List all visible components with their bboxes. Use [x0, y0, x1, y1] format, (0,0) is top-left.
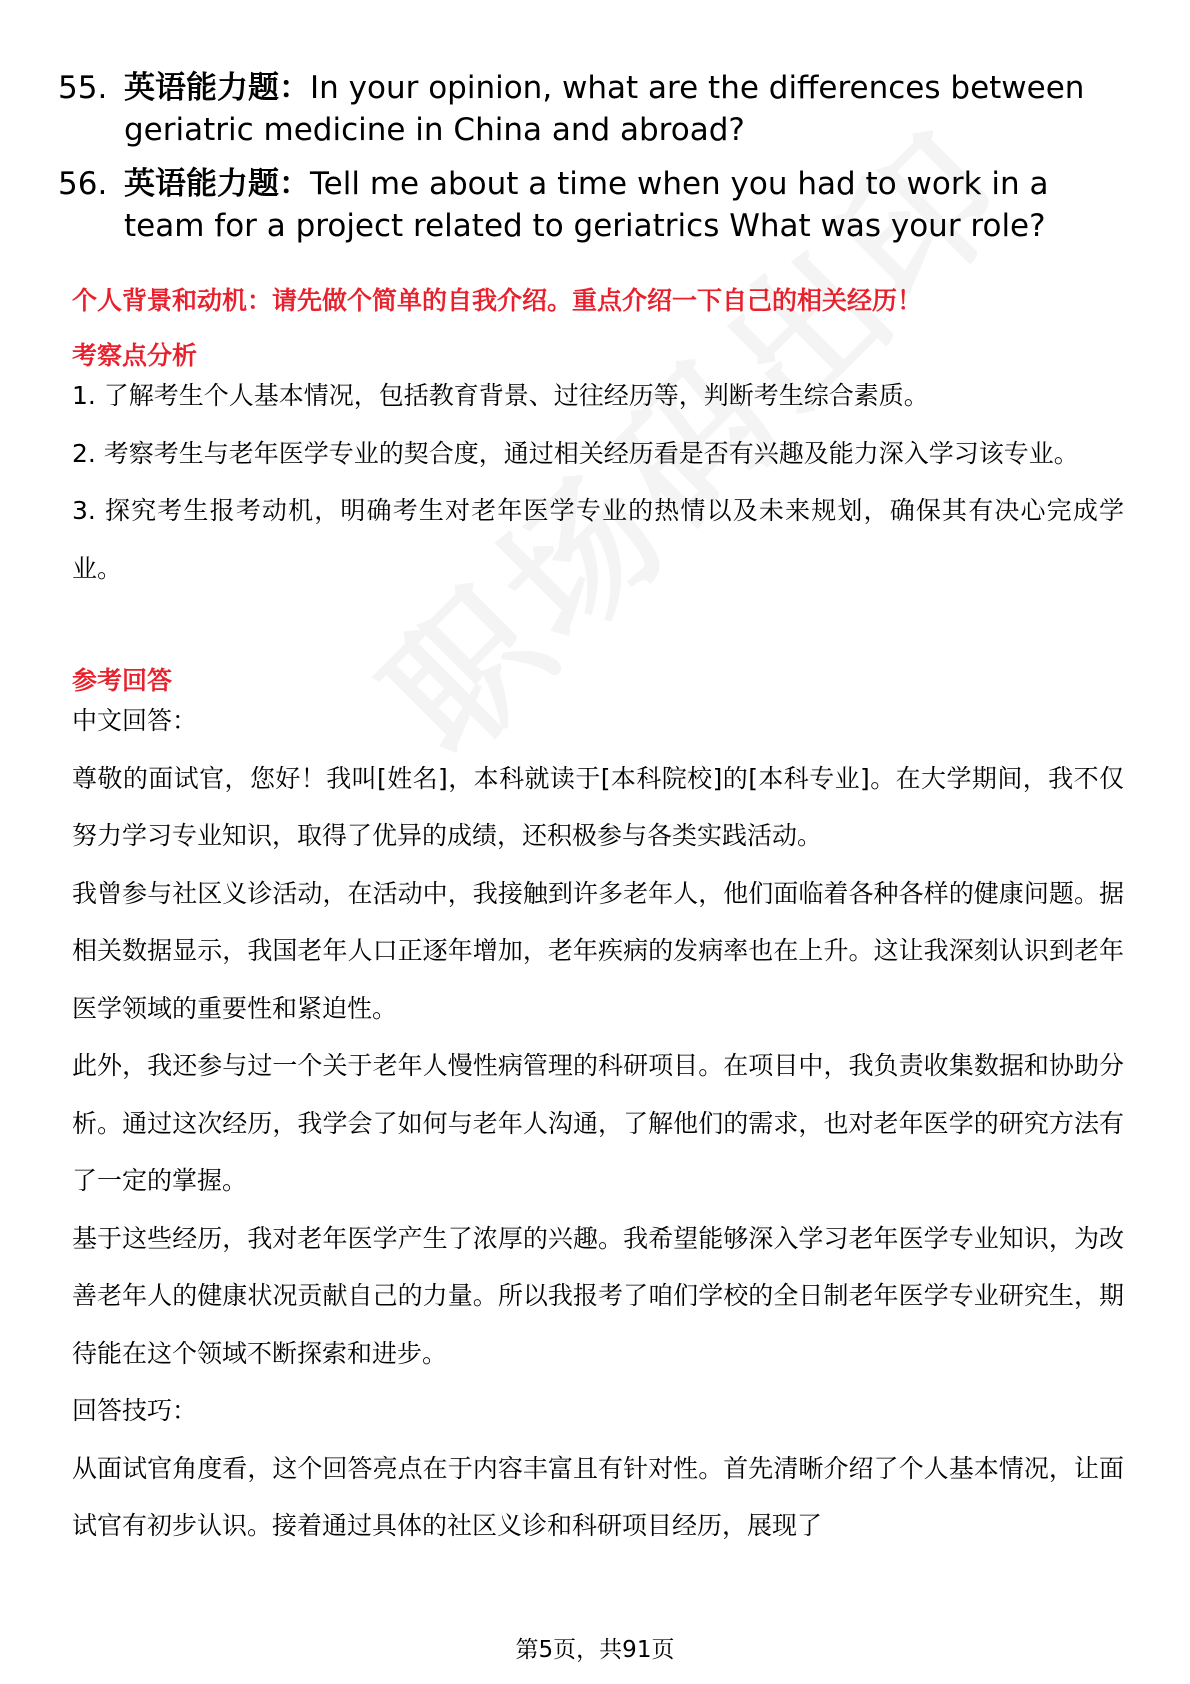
question-text: In your opinion, what are the differences between geriatric medicine in China and abroad? [124, 70, 1085, 148]
question-tag: 英语能力题： [124, 70, 310, 106]
analysis-title: 考察点分析 [72, 341, 198, 370]
question-text: Tell me about a time when you had to work in a team for a project related to geriatrics What was your role? [124, 166, 1049, 244]
answer-paragraph: 我曾参与社区义诊活动，在活动中，我接触到许多老年人，他们面临着各种各样的健康问题。据相关数据显示，我国老年人口正逐年增加，老年疾病的发病率也在上升。这让我深刻认识到老年医学领域的重要性和紧迫性。 [72, 878, 1124, 1023]
answer-body [72, 692, 1124, 1555]
analysis-point: 1. 了解考生个人基本情况，包括教育背景、过往经历等，判断考生综合素质。 [72, 381, 929, 410]
question-55 [58, 67, 1138, 151]
chinese-answer-label: 中文回答： [72, 706, 198, 735]
answer-paragraph: 此外，我还参与过一个关于老年人慢性病管理的科研项目。在项目中，我负责收集数据和协助分析。通过这次经历，我学会了如何与老年人沟通，了解他们的需求，也对老年医学的研究方法有了一定的掌握。 [72, 1051, 1124, 1195]
tips-label: 回答技巧： [72, 1396, 198, 1425]
reference-title: 参考回答 [72, 666, 173, 695]
analysis-point: 2. 考察考生与老年医学专业的契合度，通过相关经历看是否有兴趣及能力深入学习该专业。 [72, 438, 1079, 468]
analysis-list [72, 367, 1124, 597]
question-tag: 英语能力题： [124, 166, 310, 202]
answer-paragraph: 基于这些经历，我对老年医学产生了浓厚的兴趣。我希望能够深入学习老年医学专业知识，为改善老年人的健康状况贡献自己的力量。所以我报考了咱们学校的全日制老年医学专业研究生，期待能在这个领域不断探索和进步。 [72, 1223, 1124, 1368]
question-number: 55. [58, 70, 108, 106]
page-number: 第5页，共91页 [515, 1637, 675, 1663]
section-heading: 个人背景和动机：请先做个简单的自我介绍。重点介绍一下自己的相关经历！ [72, 286, 923, 315]
tips-text: 从面试官角度看，这个回答亮点在于内容丰富且有针对性。首先清晰介绍了个人基本情况，让面试官有初步认识。接着通过具体的社区义诊和科研项目经历，展现了 [72, 1453, 1124, 1540]
answer-paragraph: 尊敬的面试官，您好！我叫[姓名]，本科就读于[本科院校]的[本科专业]。在大学期间，我不仅努力学习专业知识，取得了优异的成绩，还积极参与各类实践活动。 [72, 763, 1124, 850]
question-56 [58, 163, 1138, 247]
question-number: 56. [58, 166, 108, 202]
analysis-point: 3. 探究考生报考动机，明确考生对老年医学专业的热情以及未来规划，确保其有决心完成学业。 [72, 496, 1124, 583]
